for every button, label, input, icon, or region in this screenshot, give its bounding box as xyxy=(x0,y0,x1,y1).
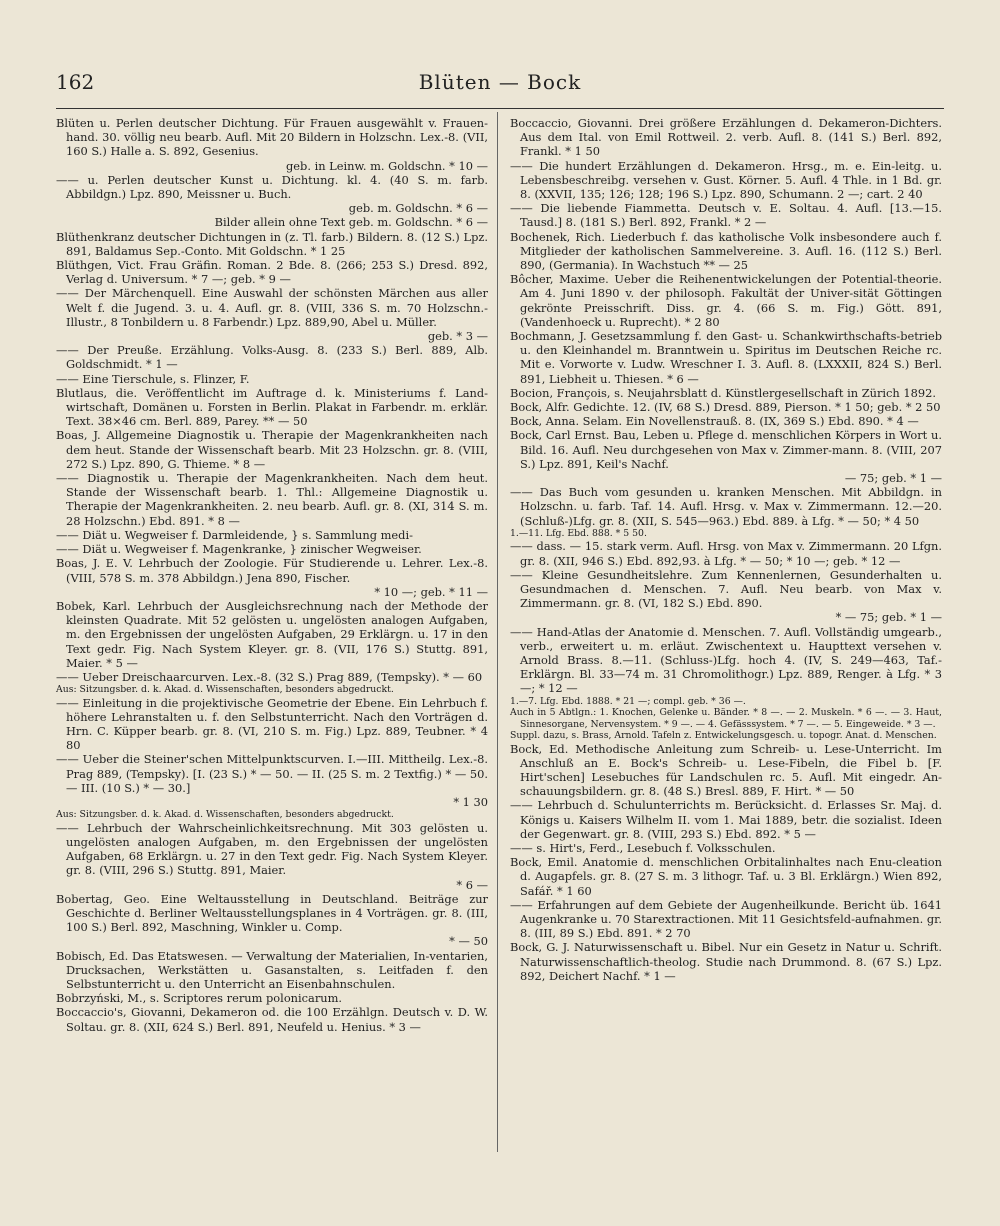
entry: —— Das Buch vom gesunden u. kranken Menschen. Mit Abbildgn. in Holzschn. u. farb. Taf. 14. Aufl. Hrsg. v. Max v. Zimmermann. 12.—20. (Schluß-)Lfg. gr. 8. (XII, S. 545—963.) Ebd. 889. à Lfg. * — 50; * 4 50 xyxy=(510,485,946,528)
entry: —— Kleine Gesundheitslehre. Zum Kennenlernen, Gesunderhalten u. Gesundmachen d. Menschen. 7. Aufl. Neu bearb. von Max v. Zimmermann. gr. 8. (VI, 182 S.) Ebd. 890. xyxy=(510,567,946,611)
entry: Bock, Ed. Methodische Anleitung zum Schreib- u. Lese-Unterricht. Im Anschluß an E. Bock's Schreib- u. Lese-Fibeln, die Fibel b. [F. Hirt'schen] Lesebuches für Landschulen rc. 5. Aufl. Mit eingedr. An-schauungsbildern. gr. 8. (48 S.) Bresl. 889, F. Hirt. * — 50 xyxy=(510,741,946,799)
running-header xyxy=(56,70,944,100)
entry: 1.—11. Lfg. Ebd. 888. * 5 50. xyxy=(510,527,647,539)
entry: —— Der Märchenquell. Eine Auswahl der schönsten Märchen aus aller Welt f. die Jugend. 3. u. 4. Aufl. gr. 8. (VIII, 336 S. m. 70 Holzschn.-Illustr., 8 Tonbildern u. 8 Farbendr.) Lpz. 889,90, Abel u. Müller. xyxy=(56,286,492,329)
entry: —— Ueber die Steiner'schen Mittelpunktscurven. I.—III. Mittheilg. Lex.-8. Prag 889, (Tempsky). [I. (23 S.) * — 50. — II. (25 S. m. 2 Textfig.) * — 50. — III. (10 S.) * — 30.] xyxy=(56,752,492,795)
entry: Bôcher, Maxime. Ueber die Reihenentwickelungen der Potential-theorie. Am 4. Juni 1890 v. der philosoph. Fakultät der Univer-sität Göttingen gekrönte Preisschrift. Diss. gr. 4. (66 S. m. Fig.) Gött. 891, (Vandenhoeck u. Ruprecht). * 2 80 xyxy=(510,272,946,329)
entry: * 6 — xyxy=(456,877,488,892)
entry: Bock, G. J. Naturwissenschaft u. Bibel. Nur ein Gesetz in Natur u. Schrift. Naturwissenschaftlich-theolog. Studie nach Drummond. 8. (67 S.) Lpz. 892, Deichert Nachf. * 1 — xyxy=(510,940,946,983)
entry: * 1 30 xyxy=(453,795,488,810)
entry: Bock, Alfr. Gedichte. 12. (IV, 68 S.) Dresd. 889, Pierson. * 1 50; geb. * 2 50 xyxy=(510,400,941,415)
right-column xyxy=(510,116,946,983)
entry: Blüthgen, Vict. Frau Gräfin. Roman. 2 Bde. 8. (266; 253 S.) Dresd. 892, Verlag d. Universum. * 7 —; geb. * 9 — xyxy=(56,258,492,287)
entry: 1.—7. Lfg. Ebd. 1888. * 21 —; compl. geb. * 36 —. xyxy=(510,695,746,707)
entry: geb. m. Goldschn. * 6 — xyxy=(348,201,488,216)
entry: Bobek, Karl. Lehrbuch der Ausgleichsrechnung nach der Methode der kleinsten Quadrate. Mit 52 gelösten u. ungelösten analogen Aufgaben, m. den Ergebnissen der ungelösten Aufgaben, 29 Erklärgn. u. 17 in den Text gedr. Fig. Nach System Kleyer. gr. 8. (VII, 176 S.) Stuttg. 891, Maier. * 5 — xyxy=(56,598,492,670)
entry: —— Diagnostik u. Therapie der Magenkrankheiten. Nach dem heut. Stande der Wissenschaft bearb. 1. Thl.: Allgemeine Diagnostik u. Therapie der Magenkrankheiten. 2. neu bearb. Aufl. gr. 8. (XI, 314 S. m. 28 Holzschn.) Ebd. 891. * 8 — xyxy=(56,471,492,528)
entry: Bock, Carl Ernst. Bau, Leben u. Pflege d. menschlichen Körpers in Wort u. Bild. 16. Aufl. Neu durchgesehen von Max v. Zimmer-mann. 8. (VIII, 207 S.) Lpz. 891, Keil's Nachf. xyxy=(510,428,946,471)
entry: Bilder allein ohne Text geb. m. Goldschn. * 6 — xyxy=(214,215,488,230)
entry: Bochenek, Rich. Liederbuch f. das katholische Volk insbesondere auch f. Mitglieder der katholischen Sammelvereine. 3. Aufl. 16. (112 S.) Berl. 890, (Germania). In Wachstuch ** — 25 xyxy=(510,229,946,273)
entry: —— Eine Tierschule, s. Flinzer, F. xyxy=(56,371,250,386)
entry: —— dass. — 15. stark verm. Aufl. Hrsg. von Max v. Zimmermann. 20 Lfgn. gr. 8. (XII, 946 S.) Ebd. 892,93. à Lfg. * — 50; * 10 —; geb. * 12 — xyxy=(510,539,946,568)
entry: geb. * 3 — xyxy=(427,329,488,344)
entry: —— Der Preuße. Erzählung. Volks-Ausg. 8. (233 S.) Berl. 889, Alb. Goldschmidt. * 1 — xyxy=(56,343,492,372)
entry: Bobisch, Ed. Das Etatswesen. — Verwaltung der Materialien, In-ventarien, Drucksachen, Werkstätten u. Gasanstalten, s. Leitfaden f. den Selbstunterricht u. den Unterricht an Eisenbahnschulen. xyxy=(56,948,492,991)
entry: —— Diät u. Wegweiser f. Magenkranke, } zinischer Wegweiser. xyxy=(56,542,422,557)
entry: —— Ueber Dreischaarcurven. Lex.-8. (32 S.) Prag 889, (Tempsky). * — 60 xyxy=(56,669,483,684)
entry: —— s. Hirt's, Ferd., Lesebuch f. Volksschulen. xyxy=(510,841,776,856)
entry: —— Die liebende Fiammetta. Deutsch v. E. Soltau. 4. Aufl. [13.—15. Tausd.] 8. (181 S.) Berl. 892, Frankl. * 2 — xyxy=(510,201,946,230)
entry: Bobrzyński, M., s. Scriptores rerum polonicarum. xyxy=(56,991,343,1006)
entry: Auch in 5 Abtlgn.: 1. Knochen, Gelenke u. Bänder. * 8 —. — 2. Muskeln. * 6 —. — 3. Haut, Sinnesorgane, Nervensystem. * 9 —. — 4. Gefässsystem. * 7 —. — 5. Eingeweide. * 3 —. xyxy=(510,707,945,730)
entry: Bock, Emil. Anatomie d. menschlichen Orbitalinhaltes nach Enu-cleation d. Augapfels. gr. 8. (27 S. m. 3 lithogr. Taf. u. 3 Bl. Erklärgn.) Wien 892, Safář. * 1 60 xyxy=(510,855,946,898)
entry: —— Diät u. Wegweiser f. Darmleidende, } s. Sammlung medi- xyxy=(56,527,413,542)
entry: * — 75; geb. * 1 — xyxy=(835,610,942,625)
entry: Boas, J. E. V. Lehrbuch der Zoologie. Für Studierende u. Lehrer. Lex.-8. (VIII, 578 S. m. 378 Abbildgn.) Jena 890, Fischer. xyxy=(56,556,492,585)
entry: —— Lehrbuch d. Schulunterrichts m. Berücksicht. d. Erlasses Sr. Maj. d. Königs u. Kaisers Wilhelm II. vom 1. Mai 1889, betr. die sozialist. Ideen der Gegenwart. gr. 8. (VIII, 293 S.) Ebd. 892. * 5 — xyxy=(510,798,946,841)
entry: * 10 —; geb. * 11 — xyxy=(374,584,488,599)
entry: —— Hand-Atlas der Anatomie d. Menschen. 7. Aufl. Vollständig umgearb., verb., erweitert u. m. erläut. Zwischentext u. Haupttext versehen v. Arnold Brass. 8.—11. (Schluss-)Lfg. hoch 4. (IV, S. 249—463, Taf.-Erklärgn. Bl. 33—74 m. 31 Chromolithogr.) Lpz. 889, Renger. à Lfg. * 3 —; * 12 — xyxy=(510,624,946,696)
entry: Suppl. dazu, s. Brass, Arnold. Tafeln z. Entwickelungsgesch. u. topogr. Anat. d. Menschen. xyxy=(510,730,937,742)
column-divider xyxy=(497,112,498,1152)
entry: —— Erfahrungen auf dem Gebiete der Augenheilkunde. Bericht üb. 1641 Augenkranke u. 70 Starextractionen. Mit 11 Gesichtsfeld-aufnahmen. gr. 8. (III, 89 S.) Ebd. 891. * 2 70 xyxy=(510,897,946,941)
entry: Blüten u. Perlen deutscher Dichtung. Für Frauen ausgewählt v. Frauen-hand. 30. völlig neu bearb. Aufl. Mit 20 Bildern in Holzschn. Lex.-8. (VII, 160 S.) Halle a. S. 892, Gesenius. xyxy=(56,116,492,159)
entry: Bochmann, J. Gesetzsammlung f. den Gast- u. Schankwirthschafts-betrieb u. den Kleinhandel m. Branntwein u. Spiritus im Deutschen Reiche rc. Mit e. Vorworte v. Ludw. Wreschner I. 3. Aufl. 8. (LXXXII, 824 S.) Berl. 891, Liebheit u. Thiesen. * 6 — xyxy=(510,329,946,386)
running-title: Blüten — Bock xyxy=(418,70,582,94)
entry: Blutlaus, die. Veröffentlicht im Auftrage d. k. Ministeriums f. Land-wirtschaft, Domänen u. Forsten in Berlin. Plakat in Farbendr. m. erklär. Text. 38×46 cm. Berl. 889, Parey. ** — 50 xyxy=(56,385,492,429)
entry: —— Die hundert Erzählungen d. Dekameron. Hrsg., m. e. Ein-leitg. u. Lebensbeschreibg. versehen v. Gust. Körner. 5. Aufl. 4 Thle. in 1 Bd. gr. 8. (XXVII, 135; 126; 128; 196 S.) Lpz. 890, Schumann. 2 —; cart. 2 40 xyxy=(510,158,946,202)
entry: Aus: Sitzungsber. d. k. Akad. d. Wissenschaften, besonders abgedruckt. xyxy=(56,684,394,696)
entry: —— Einleitung in die projektivische Geometrie der Ebene. Ein Lehrbuch f. höhere Lehranstalten u. f. den Selbstunterricht. Nach den Vorträgen d. Hrn. C. Küpper bearb. gr. 8. (VI, 210 S. m. Fig.) Lpz. 889, Teubner. * 4 80 xyxy=(56,695,492,753)
entry: Aus: Sitzungsber. d. k. Akad. d. Wissenschaften, besonders abgedruckt. xyxy=(56,809,394,821)
entry: Boccaccio, Giovanni. Drei größere Erzählungen d. Dekameron-Dichters. Aus dem Ital. von Emil Rottweil. 2. verb. Aufl. 8. (141 S.) Berl. 892, Frankl. * 1 50 xyxy=(510,116,946,159)
page-number: 162 xyxy=(56,70,95,94)
entry: Bocion, François, s. Neujahrsblatt d. Künstlergesellschaft in Zürich 1892. xyxy=(510,385,936,400)
entry: —— Lehrbuch der Wahrscheinlichkeitsrechnung. Mit 303 gelösten u. ungelösten analogen Aufgaben, m. den Ergebnissen der ungelösten Aufgaben, 68 Erklärgn. u. 27 in den Text gedr. Fig. Nach System Kleyer. gr. 8. (VIII, 296 S.) Stuttg. 891, Maier. xyxy=(56,820,492,878)
entry: Bock, Anna. Selam. Ein Novellenstrauß. 8. (IX, 369 S.) Ebd. 890. * 4 — xyxy=(510,414,919,429)
entry: * — 50 xyxy=(449,934,488,949)
header-rule xyxy=(56,108,944,109)
left-column xyxy=(56,116,492,1034)
entry: Boas, J. Allgemeine Diagnostik u. Therapie der Magenkrankheiten nach dem heut. Stande der Wissenschaft bearb. Mit 23 Holzschn. gr. 8. (VIII, 272 S.) Lpz. 890, G. Thieme. * 8 — xyxy=(56,428,492,471)
entry: Boccaccio's, Giovanni, Dekameron od. die 100 Erzählgn. Deutsch v. D. W. Soltau. gr. 8. (XII, 624 S.) Berl. 891, Neufeld u. Henius. * 3 — xyxy=(56,1005,492,1034)
entry: geb. in Leinw. m. Goldschn. * 10 — xyxy=(286,158,488,173)
entry: Bobertag, Geo. Eine Weltausstellung in Deutschland. Beiträge zur Geschichte d. Berliner Weltausstellungsplanes in 4 Vorträgen. gr. 8. (III, 100 S.) Berl. 892, Maschning, Winkler u. Comp. xyxy=(56,891,492,935)
entry: —— u. Perlen deutscher Kunst u. Dichtung. kl. 4. (40 S. m. farb. Abbildgn.) Lpz. 890, Meissner u. Buch. xyxy=(56,172,492,202)
entry: — 75; geb. * 1 — xyxy=(844,471,942,486)
entry: Blüthenkranz deutscher Dichtungen in (z. Tl. farb.) Bildern. 8. (12 S.) Lpz. 891, Baldamus Sep.-Conto. Mit Goldschn. * 1 25 xyxy=(56,229,492,258)
